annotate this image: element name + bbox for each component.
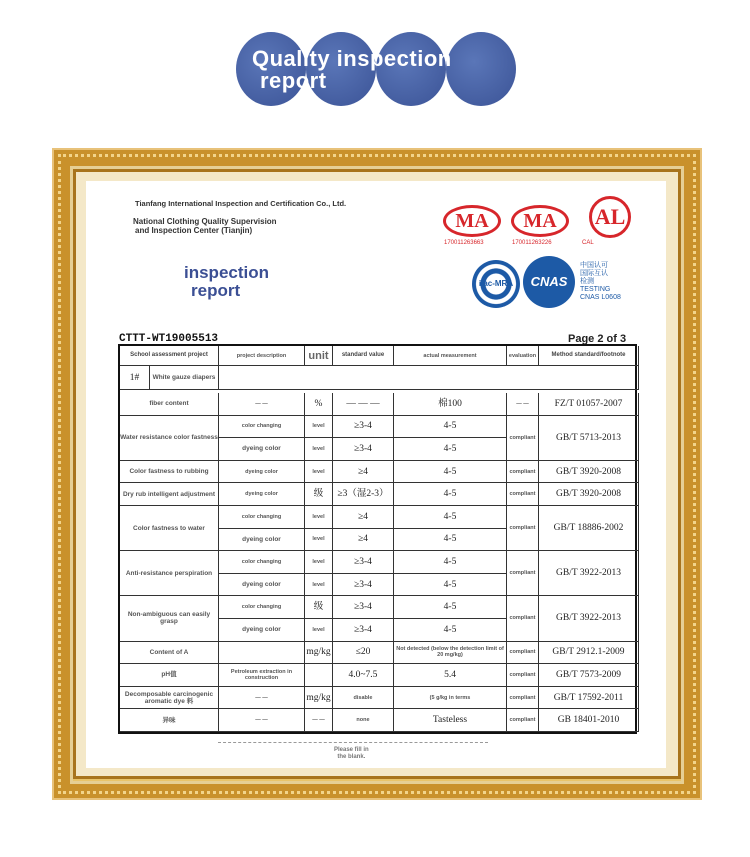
- table-cell-method: GB/T 3920-2008: [539, 461, 639, 484]
- table-cell-project: Decomposable carcinogenic aromatic dye 料: [120, 687, 219, 710]
- table-cell-description: color changing: [219, 551, 305, 574]
- table-cell-unit: level: [305, 416, 333, 439]
- table-cell-evaluation: compliant: [507, 416, 539, 461]
- table-header-cell: standard value: [333, 346, 394, 366]
- cnas-caption-line: TESTING: [580, 286, 611, 293]
- table-cell-description: — —: [219, 393, 305, 416]
- table-cell-evaluation: compliant: [507, 461, 539, 484]
- table-header-cell: evaluation: [507, 346, 539, 366]
- center-name-line2: and Inspection Center (Tianjin): [135, 226, 253, 235]
- cnas-caption-line: 国际互认: [580, 270, 608, 277]
- table-cell-result: 4-5: [394, 551, 507, 574]
- table-cell-evaluation: compliant: [507, 551, 539, 596]
- table-cell-standard: ≥3-4: [333, 551, 394, 574]
- table-header-cell: unit: [305, 346, 333, 366]
- table-cell-standard: ≥3-4: [333, 574, 394, 597]
- sample-row-fill: [219, 366, 639, 390]
- cnas-caption-line: CNAS L0608: [580, 294, 621, 301]
- table-cell-evaluation: compliant: [507, 506, 539, 551]
- table-cell-project: Dry rub intelligent adjustment: [120, 483, 219, 506]
- table-cell-result: (5 g/kg in terms: [394, 687, 507, 710]
- table-cell-result: 4-5: [394, 619, 507, 642]
- table-cell-description: Petroleum extraction in construction: [219, 664, 305, 687]
- table-cell-result: 4-5: [394, 438, 507, 461]
- results-table: [118, 344, 637, 734]
- page-number: Page 2 of 3: [568, 333, 627, 345]
- table-header-cell: actual measurement: [394, 346, 507, 366]
- cma-number-2: 170011263226: [512, 240, 552, 246]
- banner-title-line1: Quality inspection: [252, 46, 452, 71]
- table-cell-standard: ≥3-4: [333, 596, 394, 619]
- table-cell-project: Non-ambiguous can easily grasp: [120, 596, 219, 641]
- table-cell-unit: level: [305, 529, 333, 552]
- cma-number-1: 170011263663: [444, 240, 484, 246]
- company-name: Tianfang International Inspection and Certification Co., Ltd.: [135, 199, 347, 208]
- table-cell-project: Content of A: [120, 642, 219, 665]
- table-cell-unit: level: [305, 551, 333, 574]
- banner-title: [252, 48, 452, 92]
- table-cell-description: dyeing color: [219, 574, 305, 597]
- table-cell-method: GB/T 3922-2013: [539, 596, 639, 641]
- table-cell-standard: disable: [333, 687, 394, 710]
- table-cell-standard: 4.0~7.5: [333, 664, 394, 687]
- footer-divider: [218, 742, 488, 743]
- table-cell-description: color changing: [219, 416, 305, 439]
- report-number: CTTT-WT19005513: [119, 333, 219, 345]
- table-cell-method: GB/T 7573-2009: [539, 664, 639, 687]
- table-cell-description: — —: [219, 687, 305, 710]
- footer-note-line2: the blank.: [337, 754, 366, 760]
- table-cell-description: dyeing color: [219, 483, 305, 506]
- table-cell-standard: ≥4: [333, 461, 394, 484]
- table-cell-project: Water resistance color fastness: [120, 416, 219, 461]
- report-heading-line1: inspection: [184, 263, 270, 282]
- table-cell-unit: [305, 664, 333, 687]
- table-cell-result: 4-5: [394, 461, 507, 484]
- table-cell-result: 4-5: [394, 596, 507, 619]
- table-cell-evaluation: — —: [507, 393, 539, 416]
- table-header-cell: project description: [219, 346, 305, 366]
- table-cell-method: GB/T 3920-2008: [539, 483, 639, 506]
- table-cell-unit: level: [305, 438, 333, 461]
- table-cell-unit: level: [305, 461, 333, 484]
- table-cell-unit: %: [305, 393, 333, 416]
- table-cell-standard: ≥3（湿2-3）: [333, 483, 394, 506]
- table-header-cell: School assessment project: [120, 346, 219, 366]
- table-cell-standard: ≥3-4: [333, 416, 394, 439]
- table-cell-result: 棉100: [394, 393, 507, 416]
- table-cell-description: color changing: [219, 506, 305, 529]
- cnas-caption-line: 检测: [580, 278, 594, 285]
- table-cell-unit: mg/kg: [305, 687, 333, 710]
- table-cell-project: 异味: [120, 709, 219, 732]
- table-cell-description: color changing: [219, 596, 305, 619]
- cal-logo: AL: [589, 196, 631, 238]
- cnas-caption-line: 中国认可: [580, 262, 608, 269]
- sample-number: 1#: [120, 366, 150, 390]
- title-banner: [236, 32, 516, 106]
- table-cell-description: dyeing color: [219, 461, 305, 484]
- table-cell-result: 4-5: [394, 416, 507, 439]
- table-cell-project: Anti-resistance perspiration: [120, 551, 219, 596]
- table-cell-result: 4-5: [394, 483, 507, 506]
- table-cell-standard: — — —: [333, 393, 394, 416]
- cnas-logo: CNAS: [523, 256, 575, 308]
- cma-logo-2: MA: [511, 205, 569, 237]
- table-cell-unit: 级: [305, 596, 333, 619]
- table-cell-evaluation: compliant: [507, 642, 539, 665]
- table-cell-project: pH值: [120, 664, 219, 687]
- table-cell-evaluation: compliant: [507, 687, 539, 710]
- table-cell-unit: level: [305, 619, 333, 642]
- table-cell-evaluation: compliant: [507, 483, 539, 506]
- table-cell-method: GB 18401-2010: [539, 709, 639, 732]
- table-cell-evaluation: compliant: [507, 709, 539, 732]
- table-header-cell: Method standard/footnote: [539, 346, 639, 366]
- table-cell-project: Color fastness to rubbing: [120, 461, 219, 484]
- banner-title-line2: report: [260, 68, 327, 93]
- table-cell-evaluation: compliant: [507, 664, 539, 687]
- table-cell-project: Color fastness to water: [120, 506, 219, 551]
- center-name-line1: National Clothing Quality Supervision: [133, 217, 277, 226]
- table-cell-method: FZ/T 01057-2007: [539, 393, 639, 416]
- table-cell-unit: 级: [305, 483, 333, 506]
- table-cell-method: GB/T 18886-2002: [539, 506, 639, 551]
- table-cell-standard: ≤20: [333, 642, 394, 665]
- report-heading: [184, 264, 269, 300]
- cnas-caption: [580, 262, 621, 302]
- table-cell-standard: ≥3-4: [333, 438, 394, 461]
- cma-logo-1: MA: [443, 205, 501, 237]
- table-cell-method: GB/T 5713-2013: [539, 416, 639, 461]
- table-cell-result: Not detected (below the detection limit of 20 mg/kg): [394, 642, 507, 665]
- table-cell-result: 5.4: [394, 664, 507, 687]
- table-cell-method: GB/T 3922-2013: [539, 551, 639, 596]
- table-cell-description: dyeing color: [219, 438, 305, 461]
- table-cell-result: 4-5: [394, 529, 507, 552]
- table-cell-project: fiber content: [120, 393, 219, 416]
- table-cell-method: GB/T 2912.1-2009: [539, 642, 639, 665]
- table-cell-standard: none: [333, 709, 394, 732]
- table-cell-unit: level: [305, 574, 333, 597]
- table-cell-unit: — —: [305, 709, 333, 732]
- table-cell-description: — —: [219, 709, 305, 732]
- table-cell-result: Tasteless: [394, 709, 507, 732]
- footer-note-line1: Please fill in: [334, 747, 369, 753]
- table-cell-method: GB/T 17592-2011: [539, 687, 639, 710]
- sample-name: White gauze diapers: [150, 366, 219, 390]
- report-heading-line2: report: [191, 281, 241, 300]
- banner-circle: [446, 32, 516, 106]
- table-cell-unit: level: [305, 506, 333, 529]
- table-cell-standard: ≥3-4: [333, 619, 394, 642]
- table-cell-evaluation: compliant: [507, 596, 539, 641]
- cal-caption: CAL: [582, 240, 594, 246]
- table-cell-unit: mg/kg: [305, 642, 333, 665]
- table-cell-result: 4-5: [394, 574, 507, 597]
- footer-note: [334, 747, 369, 761]
- table-cell-description: dyeing color: [219, 619, 305, 642]
- table-cell-standard: ≥4: [333, 506, 394, 529]
- ilac-mra-logo: ilac-MRA: [472, 260, 520, 308]
- table-cell-description: dyeing color: [219, 529, 305, 552]
- table-cell-result: 4-5: [394, 506, 507, 529]
- table-cell-description: [219, 642, 305, 665]
- table-cell-standard: ≥4: [333, 529, 394, 552]
